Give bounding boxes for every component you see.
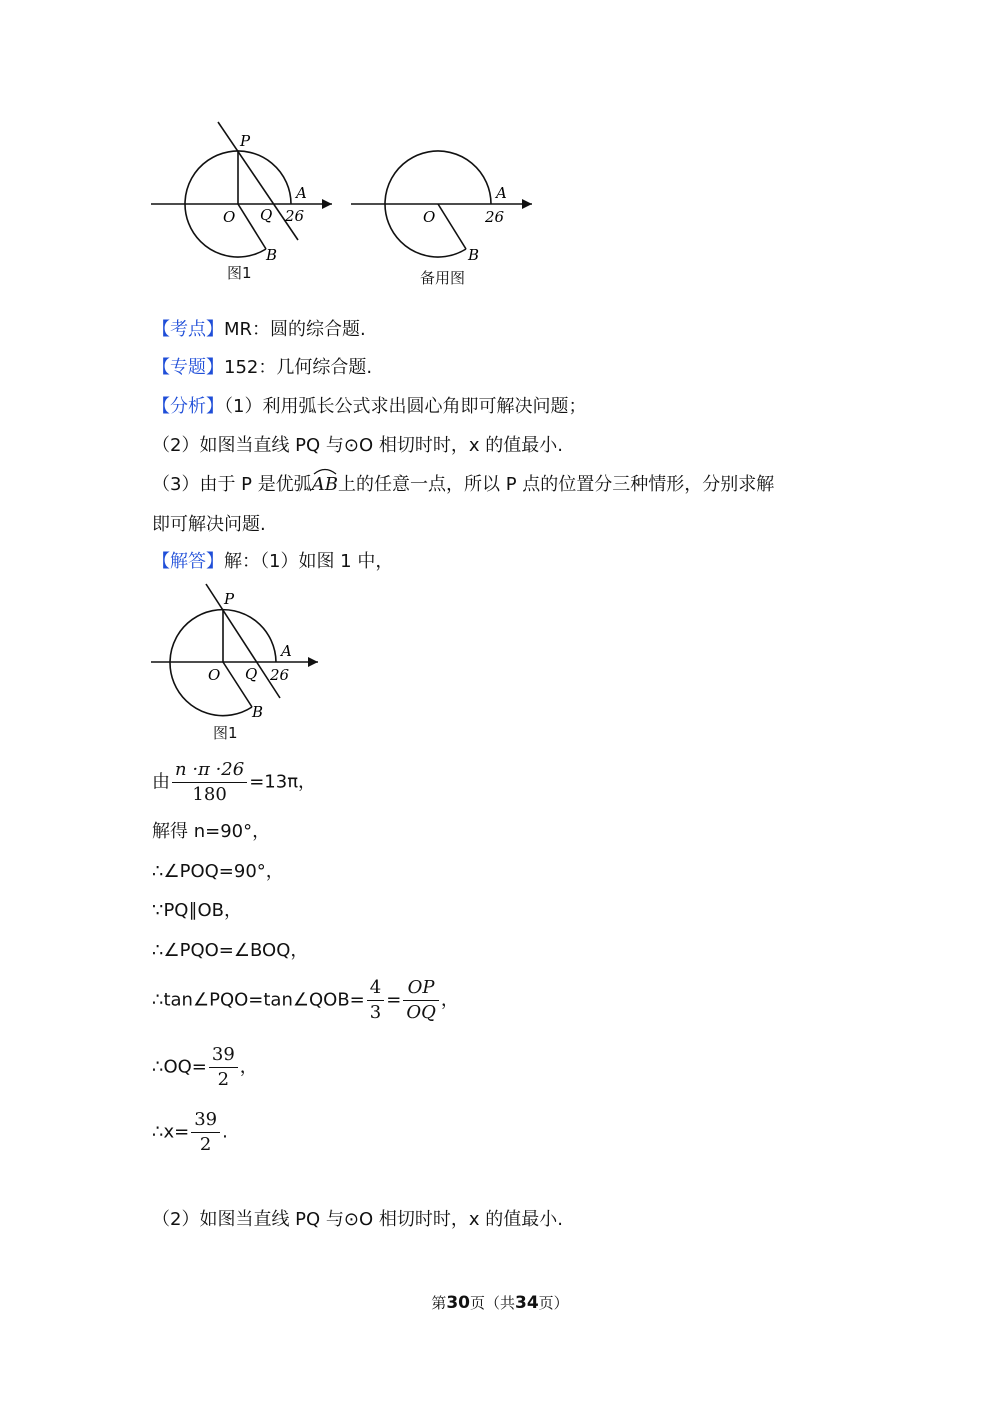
fenxi-line-3 [152, 473, 774, 497]
label-b: B [252, 703, 264, 721]
jieda-line [152, 550, 393, 574]
figure-1-solution [148, 580, 328, 730]
step-6-post: ， [239, 1056, 258, 1078]
footer-post: 页） [538, 1294, 569, 1312]
fenxi-line-1 [152, 395, 586, 419]
fenxi-text-3-post: 上的任意一点，所以 P 点的位置分三种情形，分别求解 [337, 474, 775, 495]
fraction-denominator: 3 [369, 1002, 382, 1023]
fraction-numerator: 39 [191, 1108, 220, 1133]
fraction-denominator: 2 [217, 1069, 230, 1090]
fraction-39-2-x [191, 1108, 220, 1157]
step-2: ∴∠POQ=90°， [152, 861, 284, 882]
kaodian-line [152, 318, 366, 342]
label-o: O [223, 208, 236, 226]
label-b: B [266, 246, 278, 264]
label-o: O [423, 208, 436, 226]
figure-backup-caption: 备用图 [420, 269, 466, 287]
figure-1-top [148, 118, 338, 278]
fraction-op-oq [403, 976, 439, 1025]
zhuanti-line [152, 356, 372, 380]
label-a: A [296, 184, 307, 202]
label-o: O [208, 666, 221, 684]
label-a: A [281, 642, 292, 660]
step-4: ∴∠PQO=∠BOQ， [152, 940, 309, 961]
footer-pre: 第 [431, 1294, 447, 1312]
fraction-denominator: 2 [199, 1134, 212, 1155]
step-6 [152, 1043, 258, 1092]
fraction-4-3 [367, 976, 384, 1025]
axis-arrow [522, 199, 532, 209]
step-6-pre: ∴OQ= [152, 1056, 207, 1078]
fenxi-line-2: （2）如图当直线 PQ 与⊙O 相切时时，x 的值最小. [152, 435, 563, 456]
axis-arrow [322, 199, 332, 209]
kaodian-text: MR：圆的综合题. [224, 319, 366, 340]
arc-symbol [313, 467, 337, 475]
label-26: 26 [270, 666, 290, 684]
jieda-intro: 解：（1）如图 1 中， [224, 551, 394, 572]
figure-1-top-caption: 图1 [227, 264, 252, 282]
arc-ab-label: AB [311, 474, 338, 495]
label-q: Q [260, 206, 273, 224]
axis-arrow [308, 657, 318, 667]
eq1-post: =13π， [249, 771, 317, 793]
label-26: 26 [285, 207, 305, 225]
label-p: P [240, 132, 251, 150]
fraction-numerator: 4 [367, 976, 384, 1001]
step-7-pre: ∴x= [152, 1121, 190, 1143]
fraction-numerator: 39 [209, 1043, 238, 1068]
page-number: 30 [446, 1293, 470, 1313]
step-5 [152, 976, 459, 1025]
step-5-pre: ∴tan∠PQO=tan∠QOB= [152, 989, 365, 1011]
zhuanti-text: 152：几何综合题. [224, 357, 373, 378]
label-a: A [496, 184, 507, 202]
zhuanti-tag: 【专题】 [152, 357, 224, 378]
eq-arc-length [152, 758, 316, 807]
fenxi-tag: 【分析】 [152, 396, 224, 417]
eq1-pre: 由 [152, 771, 170, 793]
fraction-arc-length [172, 758, 247, 807]
label-b: B [468, 246, 480, 264]
page-footer [0, 1292, 1000, 1313]
step-3: ∵PQ∥OB， [152, 900, 242, 921]
fraction-denominator: OQ [406, 1002, 436, 1023]
fenxi-text-3-pre: （3）由于 P 是优弧 [152, 474, 312, 495]
footer-mid: 页（共 [469, 1294, 515, 1312]
figure-backup [348, 118, 538, 278]
part-2: （2）如图当直线 PQ 与⊙O 相切时时，x 的值最小. [152, 1209, 563, 1230]
fenxi-text-1: （1）利用弧长公式求出圆心角即可解决问题； [224, 396, 587, 417]
step-5-eq: = [386, 989, 402, 1011]
fraction-numerator: n ·π ·26 [172, 758, 247, 783]
kaodian-tag: 【考点】 [152, 319, 224, 340]
figure-1-solution-caption: 图1 [213, 724, 238, 742]
label-26: 26 [485, 208, 505, 226]
label-p: P [224, 590, 235, 608]
radius-ob [438, 204, 466, 249]
step-1: 解得 n=90°， [152, 821, 271, 842]
total-pages: 34 [515, 1293, 539, 1313]
step-7-post: . [222, 1121, 228, 1143]
fraction-numerator: OP [403, 976, 439, 1001]
fraction-39-2 [209, 1043, 238, 1092]
arc-ab [312, 473, 338, 497]
step-7 [152, 1108, 228, 1157]
jieda-tag: 【解答】 [152, 551, 224, 572]
fenxi-line-4: 即可解决问题. [152, 514, 266, 535]
fraction-denominator: 180 [192, 784, 227, 805]
label-q: Q [245, 665, 258, 683]
step-5-post: ， [440, 989, 459, 1011]
